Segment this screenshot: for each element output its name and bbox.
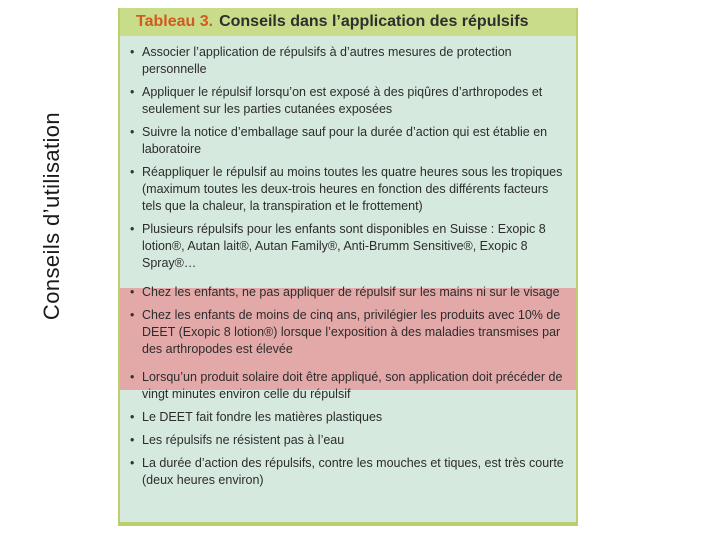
list-item: • Les répulsifs ne résistent pas à l’eau (126, 432, 566, 449)
advice-list (126, 44, 566, 495)
list-item: • Réappliquer le répulsif au moins toutes les quatre heures sous les tropiques (maximum toutes les deux-trois heures en fonction des différents facteurs tels que la chaleur, la transpiration et le frottement) (126, 164, 566, 215)
list-item: • Plusieurs répulsifs pour les enfants sont disponibles en Suisse : Exopic 8 lotion®, Autan lait®, Autan Family®, Anti-Brumm Sensitive®, Exopic 8 Spray®… (126, 221, 566, 272)
advice-table (118, 8, 578, 526)
table-bottom-border (120, 522, 576, 526)
table-label: Tableau 3. (136, 13, 214, 30)
side-title-text: Conseils d’utilisation (39, 111, 64, 321)
list-item: • Lorsqu’un produit solaire doit être appliqué, son application doit précéder de vingt minutes environ celle du répulsif (126, 369, 566, 403)
list-item: • Appliquer le répulsif lorsqu’on est exposé à des piqûres d’arthropodes et seulement sur les parties cutanées exposées (126, 84, 566, 118)
side-title (24, 10, 80, 422)
list-item: • Chez les enfants, ne pas appliquer de répulsif sur les mains ni sur le visage (126, 284, 566, 301)
list-item: • Suivre la notice d’emballage sauf pour la durée d’action qui est établie en laboratoire (126, 124, 566, 158)
table-header (120, 8, 576, 36)
list-item: • Le DEET fait fondre les matières plastiques (126, 409, 566, 426)
table-title: Conseils dans l’application des répulsifs (219, 13, 529, 30)
list-item: • Chez les enfants de moins de cinq ans, privilégier les produits avec 10% de DEET (Exopic 8 lotion®) lorsque l’exposition à des maladies transmises par des arthropodes est élevée (126, 307, 566, 358)
list-item: • La durée d’action des répulsifs, contre les mouches et tiques, est très courte (deux heures environ) (126, 455, 566, 489)
list-item: • Associer l’application de répulsifs à d’autres mesures de protection personnelle (126, 44, 566, 78)
